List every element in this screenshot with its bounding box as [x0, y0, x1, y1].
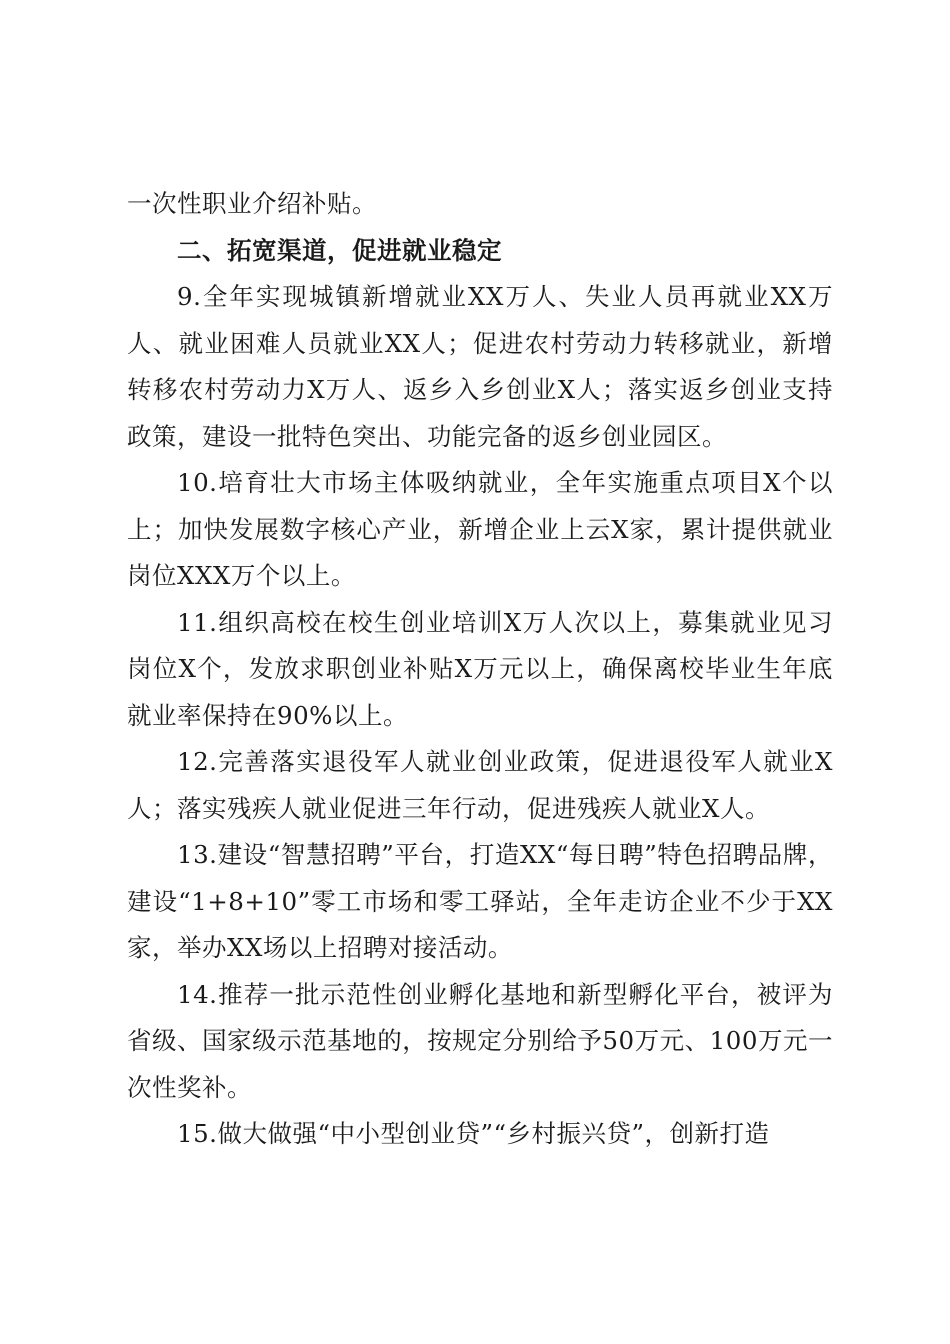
section-heading: 二、拓宽渠道，促进就业稳定: [177, 235, 502, 265]
paragraph-11: 11.组织高校在校生创业培训X万人次以上，募集就业见习岗位X个，发放求职创业补贴X万元以上，确保离校毕业生年底就业率保持在90%以上。: [127, 607, 833, 730]
paragraph-14: 14.推荐一批示范性创业孵化基地和新型孵化平台，被评为省级、国家级示范基地的，按规定分别给予50万元、100万元一次性奖补。: [127, 979, 833, 1102]
intro-fragment: 一次性职业介绍补贴。: [127, 189, 377, 218]
paragraph-13: 13.建设“智慧招聘”平台，打造XX“每日聘”特色招聘品牌，建设“1+8+10”零工市场和零工驿站，全年走访企业不少于XX家，举办XX场以上招聘对接活动。: [127, 840, 833, 962]
paragraph-9: 9.全年实现城镇新增就业XX万人、失业人员再就业XX万人、就业困难人员就业XX人；促进农村劳动力转移就业，新增转移农村劳动力X万人、返乡入乡创业X人；落实返乡创业支持政策，建设一批特色突出、功能完备的返乡创业园区。: [127, 282, 833, 451]
paragraph-10: 10.培育壮大市场主体吸纳就业，全年实施重点项目X个以上；加快发展数字核心产业，新增企业上云X家，累计提供就业岗位XXX万个以上。: [127, 468, 833, 590]
document-body: [127, 181, 833, 1158]
paragraph-12: 12.完善落实退役军人就业创业政策，促进退役军人就业X人；落实残疾人就业促进三年行动，促进残疾人就业X人。: [127, 747, 833, 823]
paragraph-15: 15.做大做强“中小型创业贷”“乡村振兴贷”，创新打造: [177, 1119, 770, 1148]
